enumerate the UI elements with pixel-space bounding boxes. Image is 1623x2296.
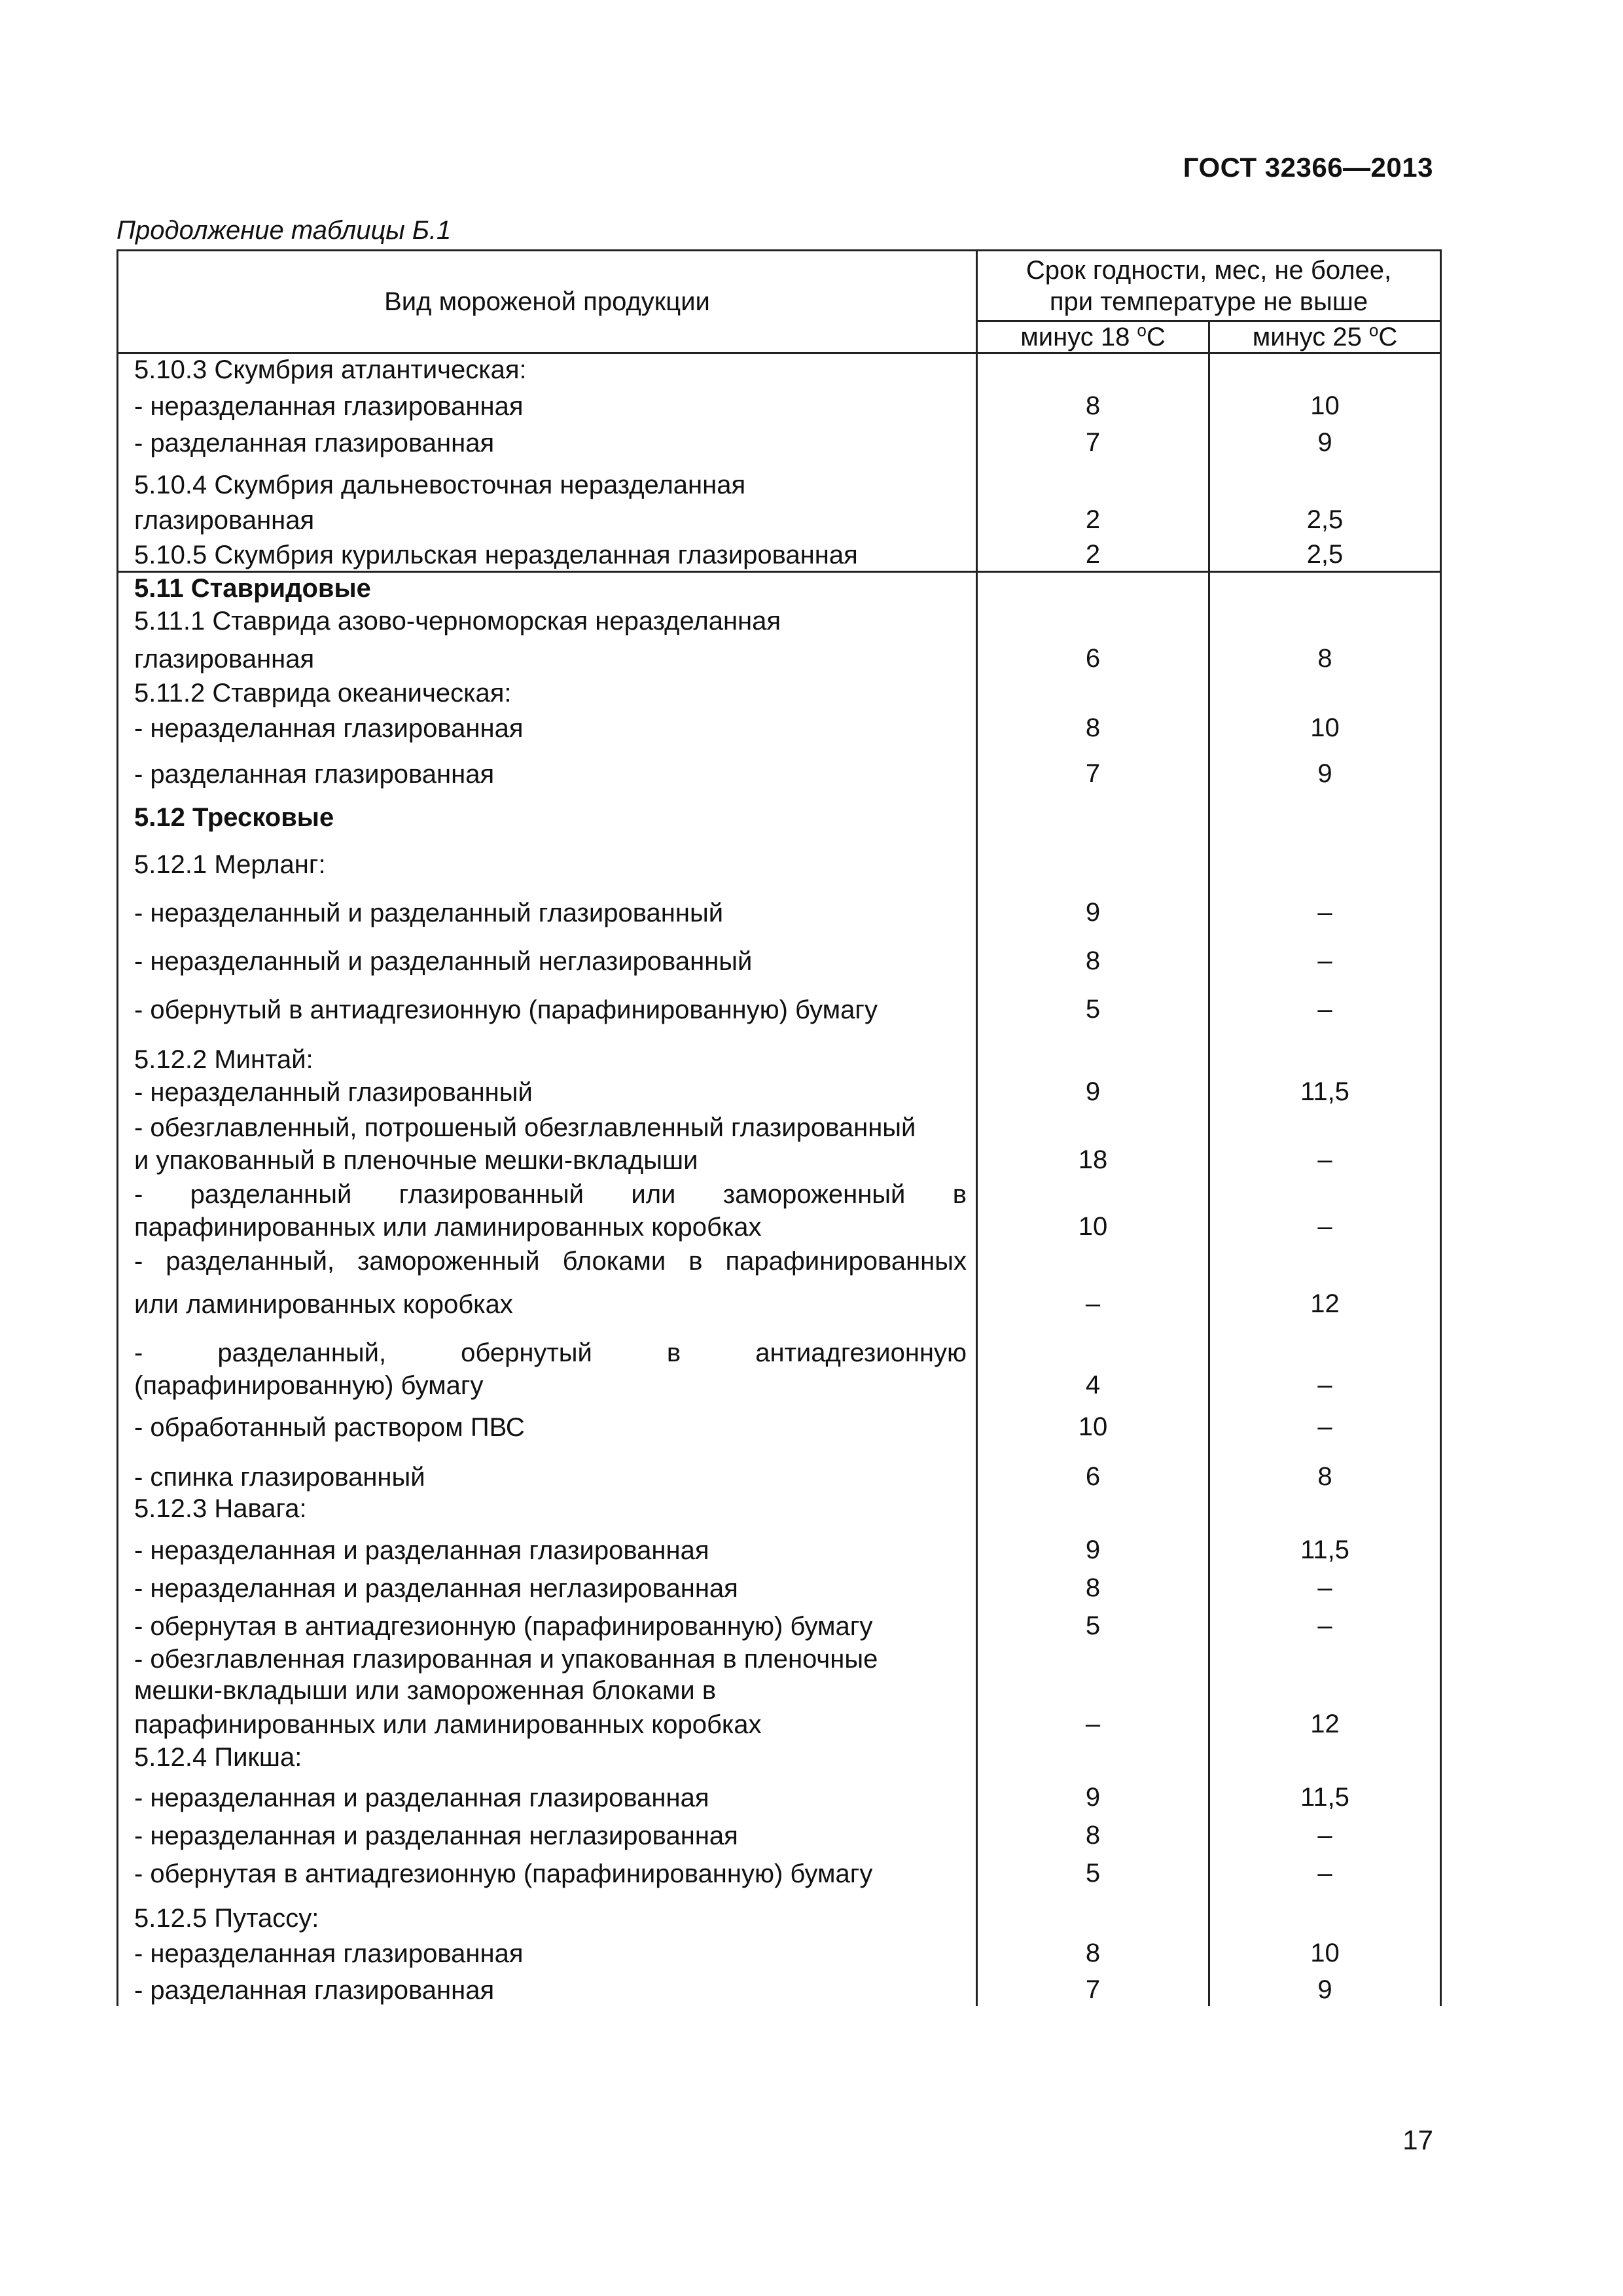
shelf-life-minus18-cell: [977, 675, 1209, 709]
shelf-life-minus18-cell: 8: [977, 1566, 1209, 1604]
product-name-cell: - неразделанная и разделанная глазированная: [118, 1773, 977, 1814]
shelf-life-minus18-cell: [977, 1890, 1209, 1934]
shelf-life-minus25-cell: 12: [1209, 1277, 1441, 1320]
shelf-life-minus18-cell: 9: [977, 1524, 1209, 1566]
product-name-cell: - неразделанная и разделанная неглазированная: [118, 1566, 977, 1604]
product-name-cell: 5.12 Тресковые: [118, 790, 977, 833]
shelf-life-minus18-cell: [977, 1243, 1209, 1277]
shelf-life-minus25-cell: [1209, 1320, 1441, 1369]
table-row: [118, 1604, 1441, 1642]
table-row: [118, 833, 1441, 880]
shelf-life-minus18-cell: [977, 353, 1209, 386]
table-row: [118, 571, 1441, 604]
shelf-life-minus25-cell: 10: [1209, 1934, 1441, 1969]
header-shelf-life-line1: Срок годности, мес, не более,: [1026, 255, 1392, 285]
shelf-life-minus18-cell: [977, 1675, 1209, 1706]
shelf-life-minus25-cell: –: [1209, 1604, 1441, 1642]
table-row: [118, 1773, 1441, 1814]
table-row: [118, 1143, 1441, 1176]
product-name-cell: 5.10.3 Скумбрия атлантическая:: [118, 353, 977, 386]
shelf-life-minus18-cell: –: [977, 1277, 1209, 1320]
shelf-life-minus18-cell: [977, 1493, 1209, 1524]
table-row: [118, 1277, 1441, 1320]
shelf-life-minus18-cell: [977, 1320, 1209, 1369]
product-name-cell: или ламинированных коробках: [118, 1277, 977, 1320]
shelf-life-minus25-cell: [1209, 1890, 1441, 1934]
table-row: [118, 709, 1441, 744]
table-row: [118, 1320, 1441, 1369]
table-row: [118, 880, 1441, 929]
shelf-life-minus25-cell: [1209, 1108, 1441, 1143]
shelf-life-minus18-cell: 10: [977, 1210, 1209, 1243]
shelf-life-minus18-cell: [977, 1108, 1209, 1143]
shelf-life-minus25-cell: –: [1209, 1566, 1441, 1604]
product-name-cell: - обезглавленная глазированная и упакованная в пленочные: [118, 1642, 977, 1675]
shelf-life-minus18-cell: 9: [977, 1075, 1209, 1108]
shelf-life-minus25-cell: –: [1209, 929, 1441, 977]
table-row: [118, 501, 1441, 536]
shelf-life-minus25-cell: –: [1209, 977, 1441, 1026]
header-shelf-life-line2: при температуре не выше: [1049, 287, 1368, 316]
shelf-life-minus25-cell: –: [1209, 1210, 1441, 1243]
shelf-life-minus25-cell: [1209, 833, 1441, 880]
table-row: [118, 977, 1441, 1026]
shelf-life-minus18-cell: 18: [977, 1143, 1209, 1176]
product-name-cell: - обернутый в антиадгезионную (парафинированную) бумагу: [118, 977, 977, 1026]
product-name-cell: 5.11.1 Ставрида азово-черноморская неразделанная: [118, 604, 977, 637]
table-row: [118, 675, 1441, 709]
shelf-life-minus18-cell: [977, 1176, 1209, 1210]
shelf-life-minus18-cell: [977, 459, 1209, 501]
shelf-life-minus25-cell: –: [1209, 1814, 1441, 1852]
table-row: [118, 422, 1441, 459]
table-row: [118, 1524, 1441, 1566]
shelf-life-minus25-cell: [1209, 571, 1441, 604]
table-row: [118, 637, 1441, 675]
product-name-cell: - обработанный раствором ПВС: [118, 1401, 977, 1443]
table-row: [118, 1401, 1441, 1443]
shelf-life-minus25-cell: [1209, 1493, 1441, 1524]
shelf-life-minus18-cell: [977, 604, 1209, 637]
table-row: [118, 604, 1441, 637]
shelf-life-minus25-cell: 8: [1209, 637, 1441, 675]
product-name-cell: - неразделанный и разделанный глазированный: [118, 880, 977, 929]
shelf-life-minus18-cell: 8: [977, 386, 1209, 422]
shelf-life-minus18-cell: 6: [977, 1443, 1209, 1493]
shelf-life-minus18-cell: [977, 1642, 1209, 1675]
shelf-life-minus25-cell: [1209, 353, 1441, 386]
shelf-life-minus25-cell: 12: [1209, 1706, 1441, 1740]
shelf-life-minus18-cell: 8: [977, 929, 1209, 977]
shelf-life-minus25-cell: 9: [1209, 422, 1441, 459]
table-row: [118, 1108, 1441, 1143]
shelf-life-minus18-cell: 7: [977, 1969, 1209, 2006]
shelf-life-minus25-cell: 8: [1209, 1443, 1441, 1493]
table-row: [118, 744, 1441, 790]
table-row: [118, 536, 1441, 571]
product-name-cell: - неразделанная глазированная: [118, 709, 977, 744]
product-name-cell: 5.10.4 Скумбрия дальневосточная неразделанная: [118, 459, 977, 501]
shelf-life-minus25-cell: [1209, 604, 1441, 637]
shelf-life-minus25-cell: 11,5: [1209, 1773, 1441, 1814]
table-row: [118, 1369, 1441, 1401]
shelf-life-minus25-cell: 10: [1209, 709, 1441, 744]
table-row: [118, 1852, 1441, 1890]
product-name-cell: - обезглавленный, потрошеный обезглавленный глазированный: [118, 1108, 977, 1143]
product-name-cell: - разделанная глазированная: [118, 1969, 977, 2006]
shelf-life-minus18-cell: 8: [977, 1814, 1209, 1852]
product-name-cell: парафинированных или ламинированных коробках: [118, 1706, 977, 1740]
product-name-cell: 5.11 Ставридовые: [118, 571, 977, 604]
product-name-cell: - неразделанная и разделанная глазированная: [118, 1524, 977, 1566]
table-row: [118, 1493, 1441, 1524]
document-id: ГОСТ 32366—2013: [1183, 152, 1433, 183]
header-temp-minus25: минус 25 $^о$С: [1209, 321, 1441, 353]
shelf-life-minus18-cell: 10: [977, 1401, 1209, 1443]
shelf-life-minus25-cell: [1209, 675, 1441, 709]
shelf-life-minus25-cell: 11,5: [1209, 1524, 1441, 1566]
table-row: [118, 1176, 1441, 1210]
product-name-cell: 5.12.4 Пикша:: [118, 1740, 977, 1773]
shelf-life-minus25-cell: –: [1209, 1143, 1441, 1176]
shelf-life-minus25-cell: [1209, 790, 1441, 833]
table-caption: Продолжение таблицы Б.1: [116, 216, 452, 245]
shelf-life-minus18-cell: 5: [977, 1852, 1209, 1890]
header-product-type: Вид мороженой продукции: [118, 251, 977, 353]
shelf-life-minus25-cell: 11,5: [1209, 1075, 1441, 1108]
shelf-life-minus25-cell: 2,5: [1209, 536, 1441, 571]
table-row: [118, 929, 1441, 977]
shelf-life-minus18-cell: [977, 790, 1209, 833]
table-row: [118, 1706, 1441, 1740]
table-row: [118, 1566, 1441, 1604]
product-name-cell: - разделанная глазированная: [118, 744, 977, 790]
product-name-cell: - неразделанный глазированный: [118, 1075, 977, 1108]
shelf-life-minus25-cell: 2,5: [1209, 501, 1441, 536]
shelf-life-minus18-cell: 8: [977, 1934, 1209, 1969]
shelf-life-minus25-cell: –: [1209, 1401, 1441, 1443]
shelf-life-minus25-cell: [1209, 1675, 1441, 1706]
shelf-life-minus18-cell: 7: [977, 422, 1209, 459]
table-row: [118, 459, 1441, 501]
product-name-cell: и упакованный в пленочные мешки-вкладыши: [118, 1143, 977, 1176]
product-name-cell: парафинированных или ламинированных коробках: [118, 1210, 977, 1243]
table-row: [118, 1642, 1441, 1675]
shelf-life-minus18-cell: [977, 833, 1209, 880]
shelf-life-minus25-cell: [1209, 1176, 1441, 1210]
shelf-life-minus18-cell: 4: [977, 1369, 1209, 1401]
shelf-life-minus25-cell: [1209, 1642, 1441, 1675]
shelf-life-minus25-cell: [1209, 459, 1441, 501]
table-row: [118, 1969, 1441, 2006]
shelf-life-minus18-cell: 8: [977, 709, 1209, 744]
shelf-life-minus18-cell: 5: [977, 1604, 1209, 1642]
table-row: [118, 1443, 1441, 1493]
shelf-life-minus18-cell: 2: [977, 536, 1209, 571]
product-name-cell: - неразделанный и разделанный неглазированный: [118, 929, 977, 977]
product-name-cell: - разделанный глазированный или замороженный в: [118, 1176, 977, 1210]
product-name-cell: 5.10.5 Скумбрия курильская неразделанная глазированная: [118, 536, 977, 571]
product-name-cell: мешки-вкладыши или замороженная блоками в: [118, 1675, 977, 1706]
table-row: [118, 1075, 1441, 1108]
table-row: [118, 353, 1441, 386]
shelf-life-minus18-cell: 7: [977, 744, 1209, 790]
product-name-cell: - разделанный, обернутый в антиадгезионную: [118, 1320, 977, 1369]
product-name-cell: - обернутая в антиадгезионную (парафинированную) бумагу: [118, 1604, 977, 1642]
table-row: [118, 1026, 1441, 1075]
shelf-life-minus25-cell: –: [1209, 880, 1441, 929]
shelf-life-minus25-cell: [1209, 1026, 1441, 1075]
table-row: [118, 1934, 1441, 1969]
product-name-cell: - неразделанная глазированная: [118, 1934, 977, 1969]
shelf-life-minus18-cell: [977, 1026, 1209, 1075]
product-name-cell: глазированная: [118, 637, 977, 675]
product-name-cell: 5.12.1 Мерланг:: [118, 833, 977, 880]
shelf-life-minus25-cell: –: [1209, 1369, 1441, 1401]
shelf-life-minus18-cell: 9: [977, 880, 1209, 929]
shelf-life-minus25-cell: –: [1209, 1852, 1441, 1890]
product-name-cell: - разделанная глазированная: [118, 422, 977, 459]
product-name-cell: - неразделанная и разделанная неглазированная: [118, 1814, 977, 1852]
shelf-life-minus18-cell: –: [977, 1706, 1209, 1740]
header-temp-minus18: минус 18 $^о$С: [977, 321, 1209, 353]
table-row: [118, 1740, 1441, 1773]
product-name-cell: - обернутая в антиадгезионную (парафинированную) бумагу: [118, 1852, 977, 1890]
table-row: [118, 386, 1441, 422]
shelf-life-minus25-cell: 9: [1209, 1969, 1441, 2006]
product-name-cell: (парафинированную) бумагу: [118, 1369, 977, 1401]
table-row: [118, 1814, 1441, 1852]
shelf-life-minus25-cell: 10: [1209, 386, 1441, 422]
table-row: [118, 1675, 1441, 1706]
shelf-life-minus25-cell: [1209, 1740, 1441, 1773]
shelf-life-minus18-cell: 5: [977, 977, 1209, 1026]
table-body: [118, 353, 1441, 2006]
product-name-cell: глазированная: [118, 501, 977, 536]
shelf-life-minus25-cell: 9: [1209, 744, 1441, 790]
table-row: [118, 1890, 1441, 1934]
product-name-cell: - спинка глазированный: [118, 1443, 977, 1493]
product-name-cell: 5.12.3 Навага:: [118, 1493, 977, 1524]
header-shelf-life: [977, 251, 1441, 321]
shelf-life-minus18-cell: 2: [977, 501, 1209, 536]
table-row: [118, 1210, 1441, 1243]
product-name-cell: 5.11.2 Ставрида океаническая:: [118, 675, 977, 709]
table-row: [118, 1243, 1441, 1277]
page-number: 17: [1402, 2125, 1433, 2155]
shelf-life-minus18-cell: [977, 1740, 1209, 1773]
shelf-life-minus18-cell: [977, 571, 1209, 604]
shelf-life-minus18-cell: 9: [977, 1773, 1209, 1814]
product-name-cell: 5.12.5 Путассу:: [118, 1890, 977, 1934]
product-name-cell: - неразделанная глазированная: [118, 386, 977, 422]
shelf-life-minus18-cell: 6: [977, 637, 1209, 675]
table-row: [118, 790, 1441, 833]
product-name-cell: 5.12.2 Минтай:: [118, 1026, 977, 1075]
product-name-cell: - разделанный, замороженный блоками в парафинированных: [118, 1243, 977, 1277]
shelf-life-table: [116, 249, 1442, 2006]
shelf-life-minus25-cell: [1209, 1243, 1441, 1277]
